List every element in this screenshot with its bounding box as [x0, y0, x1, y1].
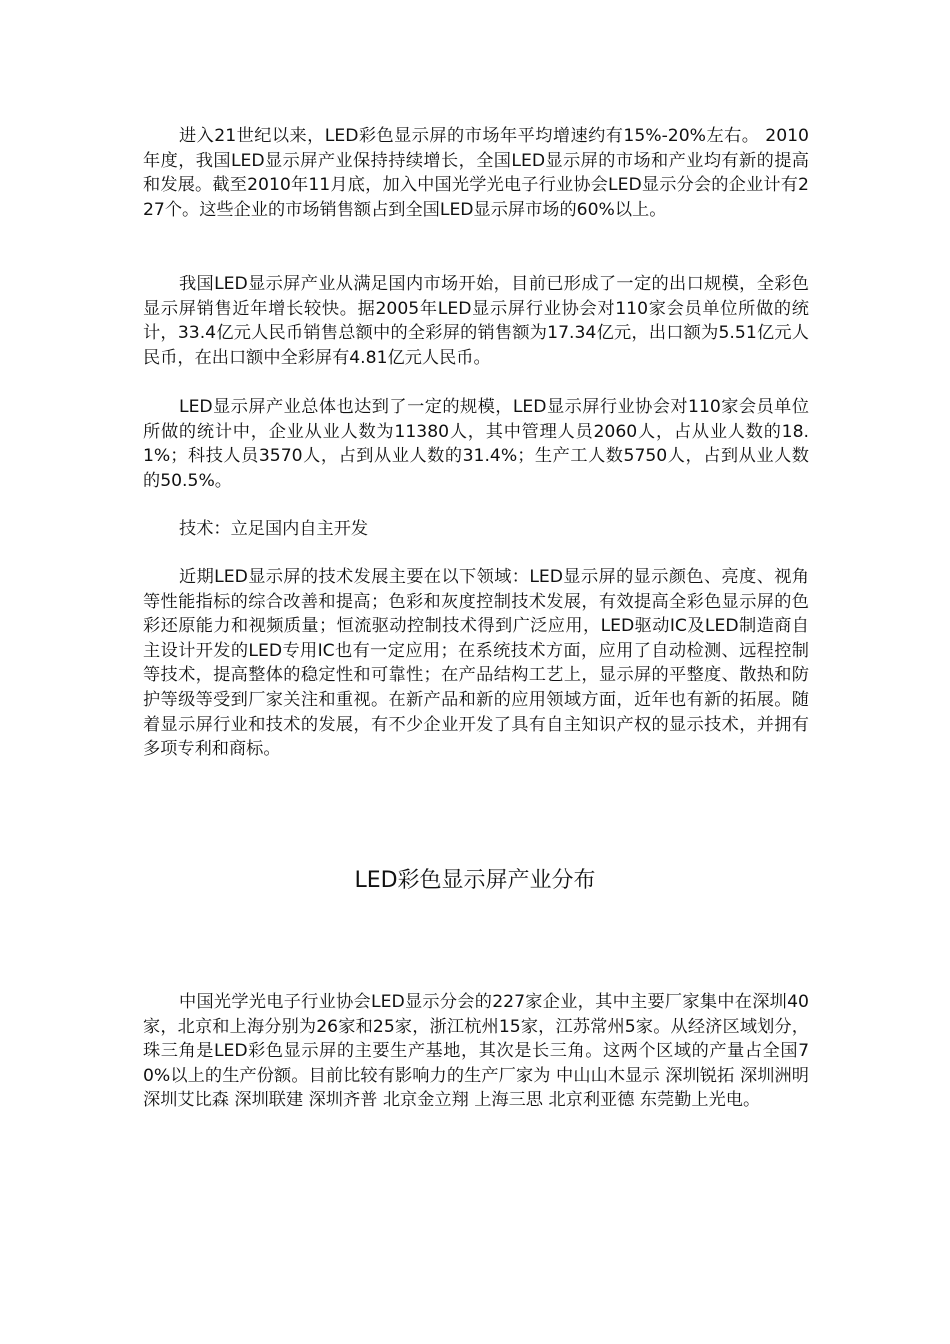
paragraph-technology-development: 近期LED显示屏的技术发展主要在以下领域：LED显示屏的显示颜色、亮度、视角等性能指标的综合改善和提高；色彩和灰度控制技术发展，有效提高全彩色显示屏的色彩还原能力和视频质量；恒流驱动控制技术得到广泛应用，LED驱动IC及LED制造商自主设计开发的LED专用IC也有一定应用；在系统技术方面，应用了自动检测、远程控制等技术，提高整体的稳定性和可靠性；在产品结构工艺上，显示屏的平整度、散热和防护等级等受到厂家关注和重视。在新产品和新的应用领域方面，近年也有新的拓展。随着显示屏行业和技术的发展，有不少企业开发了具有自主知识产权的显示技术，并拥有多项专利和商标。 [143, 567, 809, 760]
paragraph-market-growth: 进入21世纪以来，LED彩色显示屏的市场年平均增速约有15%-20%左右。 2010年度，我国LED显示屏产业保持持续增长，全国LED显示屏的市场和产业均有新的提高和发展。截至2010年11月底，加入中国光学光电子行业协会LED显示分会的企业计有227个。这些企业的市场销售额占到全国LED显示屏市场的60%以上。 [143, 126, 809, 220]
section-heading: LED彩色显示屏产业分布 [354, 868, 596, 893]
paragraph-industry-employment: LED显示屏产业总体也达到了一定的规模，LED显示屏行业协会对110家会员单位所做的统计中，企业从业人数为11380人，其中管理人员2060人，占从业人数的18.1%；科技人员3570人，占到从业人数的31.4%；生产工人数5750人，占到从业人数的50.5%。 [143, 397, 809, 491]
paragraph-export-scale: 我国LED显示屏产业从满足国内市场开始，目前已形成了一定的出口规模，全彩色显示屏销售近年增长较快。据2005年LED显示屏行业协会对110家会员单位所做的统计，33.4亿元人民币销售总额中的全彩屏的销售额为17.34亿元，出口额为5.51亿元人民币，在出口额中全彩屏有4.81亿元人民币。 [143, 274, 809, 368]
paragraph-industry-distribution: 中国光学光电子行业协会LED显示分会的227家企业，其中主要厂家集中在深圳40家，北京和上海分别为26家和25家，浙江杭州15家，江苏常州5家。从经济区域划分，珠三角是LED彩色显示屏的主要生产基地，其次是长三角。这两个区域的产量占全国70%以上的生产份额。目前比较有影响力的生产厂家为 中山山木显示 深圳锐拓 深圳洲明 深圳艾比森 深圳联建 深圳齐普 北京金立翔 上海三思 北京利亚德 东莞勤上光电。 [143, 992, 809, 1111]
paragraph-technology-subtitle: 技术：立足国内自主开发 [179, 519, 369, 539]
